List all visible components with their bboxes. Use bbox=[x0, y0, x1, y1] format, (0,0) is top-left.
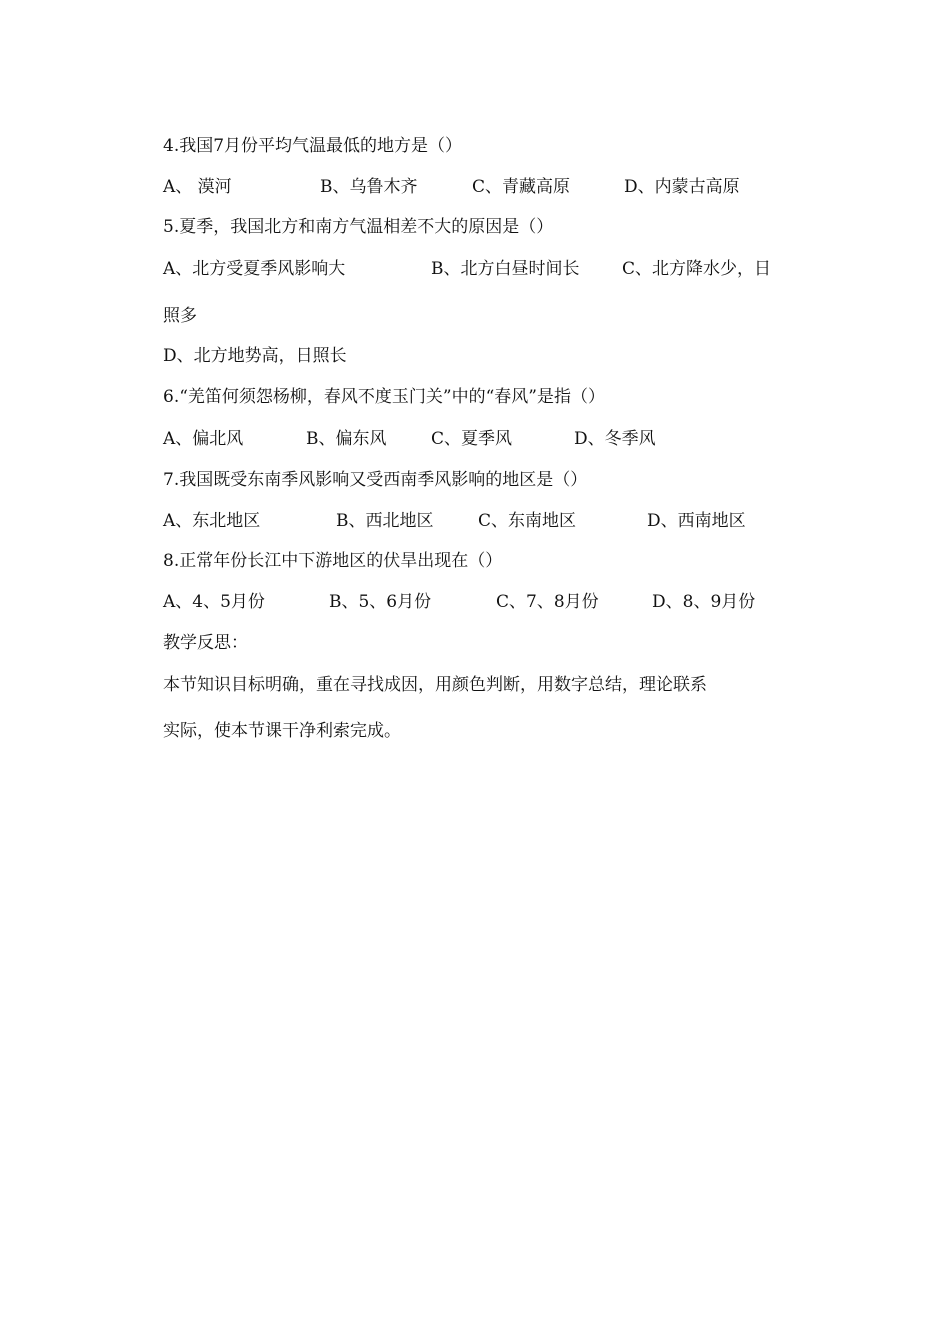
q6-option-c: C、夏季风 bbox=[431, 429, 513, 449]
q5-option-a: A、北方受夏季风影响大 bbox=[163, 259, 346, 279]
q5-option-c: C、北方降水少，日 bbox=[622, 259, 772, 279]
q6-option-d: D、冬季风 bbox=[574, 429, 656, 449]
q4-option-a: A、 漠河 bbox=[163, 177, 232, 197]
q6-option-a: A、偏北风 bbox=[163, 429, 244, 449]
q5-option-b: B、北方白昼时间长 bbox=[431, 259, 580, 279]
q5-option-c-continued: 照多 bbox=[163, 306, 197, 326]
q8-option-a: A、4、5月份 bbox=[163, 592, 265, 612]
q7-option-b: B、西北地区 bbox=[336, 511, 434, 531]
question-5-stem bbox=[163, 216, 553, 238]
q8-option-d: D、8、9月份 bbox=[652, 592, 756, 612]
q8-option-c: C、7、8月份 bbox=[496, 592, 599, 612]
q5-option-d: D、北方地势高，日照长 bbox=[163, 346, 347, 366]
question-7-stem bbox=[163, 469, 587, 491]
reflection-line-1: 本节知识目标明确，重在寻找成因，用颜色判断，用数字总结，理论联系 bbox=[163, 675, 707, 695]
question-number: 7. bbox=[163, 470, 180, 490]
question-6-stem bbox=[163, 386, 605, 408]
question-8-stem bbox=[163, 550, 502, 572]
q4-option-d: D、内蒙古高原 bbox=[624, 177, 740, 197]
question-text: 我国既受东南季风影响又受西南季风影响的地区是（） bbox=[179, 470, 588, 490]
question-text: 正常年份长江中下游地区的伏旱出现在（） bbox=[179, 551, 503, 571]
question-number: 4. bbox=[163, 136, 180, 156]
q8-option-b: B、5、6月份 bbox=[329, 592, 432, 612]
reflection-line-2: 实际，使本节课干净利索完成。 bbox=[163, 721, 401, 741]
q4-option-b: B、乌鲁木齐 bbox=[320, 177, 418, 197]
question-4-stem bbox=[163, 135, 462, 157]
question-text: 夏季，我国北方和南方气温相差不大的原因是（） bbox=[179, 217, 554, 237]
q7-option-c: C、东南地区 bbox=[478, 511, 577, 531]
question-number: 5. bbox=[163, 217, 180, 237]
question-text: “羌笛何须怨杨柳，春风不度玉门关”中的“春风”是指（） bbox=[179, 387, 605, 407]
question-number: 6. bbox=[163, 387, 180, 407]
q7-option-a: A、东北地区 bbox=[163, 511, 261, 531]
reflection-heading: 教学反思： bbox=[163, 633, 248, 653]
q4-option-c: C、青藏高原 bbox=[472, 177, 571, 197]
question-number: 8. bbox=[163, 551, 180, 571]
q7-option-d: D、西南地区 bbox=[647, 511, 746, 531]
q6-option-b: B、偏东风 bbox=[306, 429, 387, 449]
question-text: 我国7月份平均气温最低的地方是（） bbox=[179, 136, 463, 156]
